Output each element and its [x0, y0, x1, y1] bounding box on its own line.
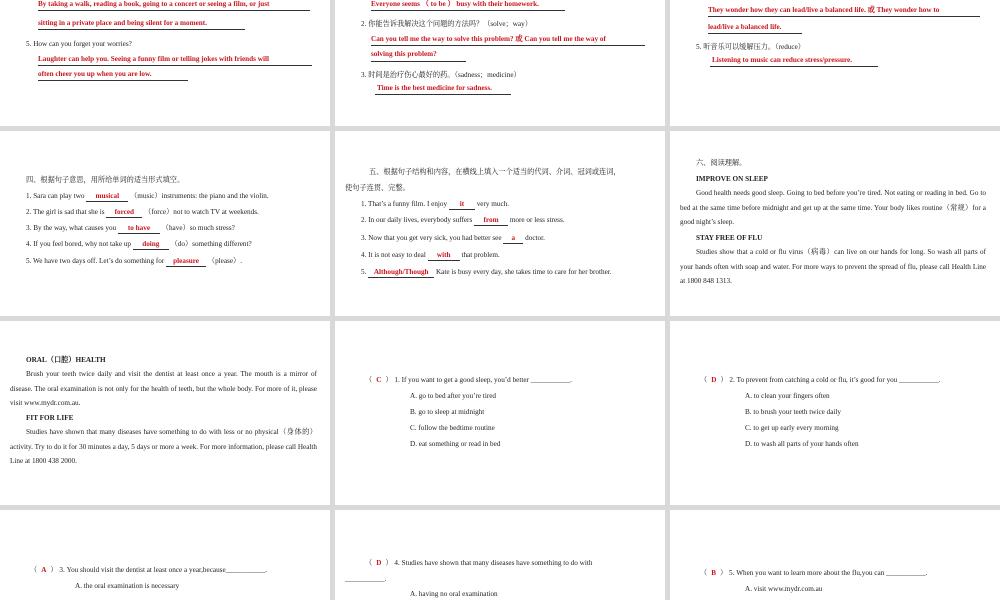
option-a: A. the oral examination is necessary	[75, 582, 180, 590]
option-d: D. to wash all parts of your hands often	[745, 440, 859, 448]
item-text: （do）something different?	[170, 240, 252, 248]
item-text: 3. By the way, what causes you	[26, 224, 117, 232]
question-stem	[30, 566, 267, 575]
paren: ）	[720, 376, 728, 384]
passage-paragraph: Good health needs good sleep. Going to bed before you’re tired. Not eating or reading in bed. Go to bed at the same time before midnight and get up at the same time. Your body likes routine（常规）for a good night’s sleep.	[680, 189, 986, 226]
answer-line: Listening to music can reduce stress/pressure.	[712, 56, 853, 64]
answer-letter: D	[376, 559, 382, 567]
answer-line: often cheer you up when you are low.	[38, 70, 152, 78]
question-stem	[365, 559, 592, 568]
item-text: （music）instruments: the piano and the violin.	[130, 192, 269, 200]
item-text: 1. Sara can play two	[26, 192, 85, 200]
option-a: A. visit www.mydr.com.au	[745, 585, 823, 593]
fill-item-3	[26, 224, 235, 234]
slide-question-5	[670, 510, 1000, 600]
item-text: 4. It is not easy to deal	[361, 251, 426, 259]
fill-item-5	[26, 257, 242, 267]
question-stem	[700, 376, 941, 385]
slide-question-3	[0, 510, 330, 600]
item-text: （force）not to watch TV at weekends.	[144, 208, 259, 216]
passage-heading: STAY FREE OF FLU	[696, 234, 763, 242]
item-text: doctor.	[525, 234, 545, 242]
slide-translation-answers	[335, 0, 665, 126]
answer-line: solving this problem?	[371, 50, 437, 58]
option-a: A. to clean your fingers often	[745, 392, 830, 400]
answer-underline	[38, 80, 188, 81]
answer-underline	[38, 29, 245, 30]
paren: ）	[385, 376, 393, 384]
slide-answers-part-1	[0, 0, 330, 126]
option-b: B. go to sleep at midnight	[410, 408, 485, 416]
item-answer: to have	[118, 224, 160, 234]
item-text: very much.	[476, 200, 510, 208]
answer-underline	[371, 10, 565, 11]
answer-letter: B	[711, 569, 716, 577]
paren: ）	[385, 559, 393, 567]
passage-heading: IMPROVE ON SLEEP	[696, 175, 768, 183]
slide-translation-answers-2	[670, 0, 1000, 126]
item-text: 2. The girl is sad that she is	[26, 208, 105, 216]
option-d: D. eat something or read in bed	[410, 440, 501, 448]
answer-underline	[38, 10, 310, 11]
question-2: 2. 你能告诉我解决这个问题的方法吗？（solve；way）	[361, 20, 532, 28]
answer-letter: C	[376, 376, 382, 384]
item-answer: Although/Though	[368, 268, 434, 278]
paren: （	[365, 376, 373, 384]
item-answer: pleasure	[166, 257, 206, 267]
fill-item-1	[361, 200, 509, 210]
slide-reading-1	[670, 131, 1000, 316]
paren: （	[700, 376, 708, 384]
question-5: 5. 听音乐可以缓解压力。（reduce）	[696, 43, 805, 51]
section-title-cont: 使句子连贯、完整。	[345, 184, 410, 192]
section-title: 四、根据句子意思，用所给单词的适当形式填空。	[26, 176, 185, 184]
answer-line: By taking a walk, reading a book, going to a concert or seeing a film, or just	[38, 0, 270, 8]
paren: （	[30, 566, 38, 574]
slide-reading-2	[0, 321, 330, 505]
paren: （	[365, 559, 373, 567]
answer-line: Laughter can help you. Seeing a funny film or telling jokes with friends will	[38, 55, 269, 63]
answer-letter: A	[41, 566, 47, 574]
answer-line: Everyone seems （ to be ） busy with their homework.	[371, 0, 539, 8]
answer-underline	[708, 33, 802, 34]
fill-item-5	[361, 268, 612, 278]
answer-underline	[371, 45, 645, 46]
answer-line: lead/live a balanced life.	[708, 23, 782, 31]
item-answer: it	[449, 200, 475, 210]
question-3: 3. 时间是治疗伤心最好的药。（sadness；medicine）	[361, 71, 521, 79]
fill-item-1	[26, 192, 269, 202]
answer-underline	[38, 65, 312, 66]
question-5: 5. How can you forget your worries?	[26, 40, 132, 48]
passage-heading: ORAL（口腔）HEALTH	[26, 356, 106, 364]
item-text: more or less stress.	[509, 216, 565, 224]
item-text: Kate is busy every day, she takes time to care for her brother.	[435, 268, 612, 276]
answer-letter: D	[711, 376, 717, 384]
stem-text: 5. When you want to learn more about the flu,you can ___________.	[729, 569, 928, 577]
option-b: B. to brush your teeth twice daily	[745, 408, 842, 416]
slide-question-4	[335, 510, 665, 600]
answer-line: sitting in a private place and being silent for a moment.	[38, 19, 207, 27]
answer-underline	[371, 61, 466, 62]
item-text: 5.	[361, 268, 367, 276]
answer-underline	[708, 16, 980, 17]
item-text: 1. That’s a funny film. I enjoy	[361, 200, 448, 208]
item-answer: musical	[86, 192, 128, 202]
answer-line: Time is the best medicine for sadness.	[377, 84, 492, 92]
passage-paragraph: Brush your teeth twice daily and visit the dentist at least once a year. The mouth is a mirror of disease. The oral examination is not only for the health of teeth, but the whole body. For more of it, please visit www.mydr.com.au.	[10, 370, 317, 407]
answer-line: Can you tell me the way to solve this problem? 或 Can you tell me the way of	[371, 35, 606, 43]
slide-word-forms	[0, 131, 330, 316]
item-answer: doing	[133, 240, 169, 250]
option-a: A. go to bed after you’re tired	[410, 392, 497, 400]
slide-fill-words	[335, 131, 665, 316]
answer-line: They wonder how they can lead/live a balanced life. 或 They wonder how to	[708, 6, 940, 14]
item-answer: from	[474, 216, 508, 226]
item-answer: with	[428, 251, 460, 261]
question-stem-cont: ___________.	[345, 575, 387, 583]
fill-item-4	[26, 240, 252, 250]
item-answer: a	[503, 234, 523, 244]
question-stem	[700, 569, 927, 578]
section-title: 六、阅读理解。	[696, 159, 747, 167]
fill-item-2	[26, 208, 259, 218]
option-c: C. to get up early every morning	[745, 424, 839, 432]
item-text: 3. Now that you get very sick, you had better see	[361, 234, 502, 242]
section-title: 五、根据句子结构和内容，在横线上填入一个适当的代词、介词、冠词或连词，	[369, 168, 621, 176]
paren: ）	[50, 566, 58, 574]
stem-text: 3. You should visit the dentist at least once a year,because___________.	[59, 566, 267, 574]
slide-question-2	[670, 321, 1000, 505]
passage-paragraph: Studies show that a cold or flu virus（病毒）can live on our hands for long. So wash all parts of your hands often with soap and water. For more ways to prevent the spread of flu, please call Health Line at 1800 848 1313.	[680, 248, 986, 285]
passage-paragraph: Studies have shown that many diseases have something to do with less or no physical（身体的）activity. Try to do it for 30 minutes a day, 5 days or more a week. For more information, please call Health Line at 1800 438 2000.	[10, 428, 317, 465]
item-text: that problem.	[461, 251, 500, 259]
answer-underline	[710, 66, 878, 67]
item-text: （have）so much stress?	[161, 224, 235, 232]
fill-item-2	[361, 216, 565, 226]
item-text: 4. If you feel bored, why not take up	[26, 240, 131, 248]
option-a: A. having no oral examination	[410, 590, 498, 598]
question-stem	[365, 376, 572, 385]
item-text: （please）.	[207, 257, 243, 265]
item-text: 2. In our daily lives, everybody suffers	[361, 216, 473, 224]
slide-question-1	[335, 321, 665, 505]
option-c: C. follow the bedtime routine	[410, 424, 495, 432]
passage-heading: FIT FOR LIFE	[26, 414, 74, 422]
paren: （	[700, 569, 708, 577]
item-text: 5. We have two days off. Let’s do something for	[26, 257, 165, 265]
paren: ）	[720, 569, 728, 577]
fill-item-4	[361, 251, 500, 261]
fill-item-3	[361, 234, 545, 244]
answer-underline	[375, 94, 511, 95]
stem-text: 1. If you want to get a good sleep, you’d better ___________.	[394, 376, 573, 384]
stem-text: 4. Studies have shown that many diseases have something to do with	[394, 559, 593, 567]
item-answer: forced	[106, 208, 142, 218]
stem-text: 2. To prevent from catching a cold or flu, it’s good for you ___________.	[729, 376, 941, 384]
